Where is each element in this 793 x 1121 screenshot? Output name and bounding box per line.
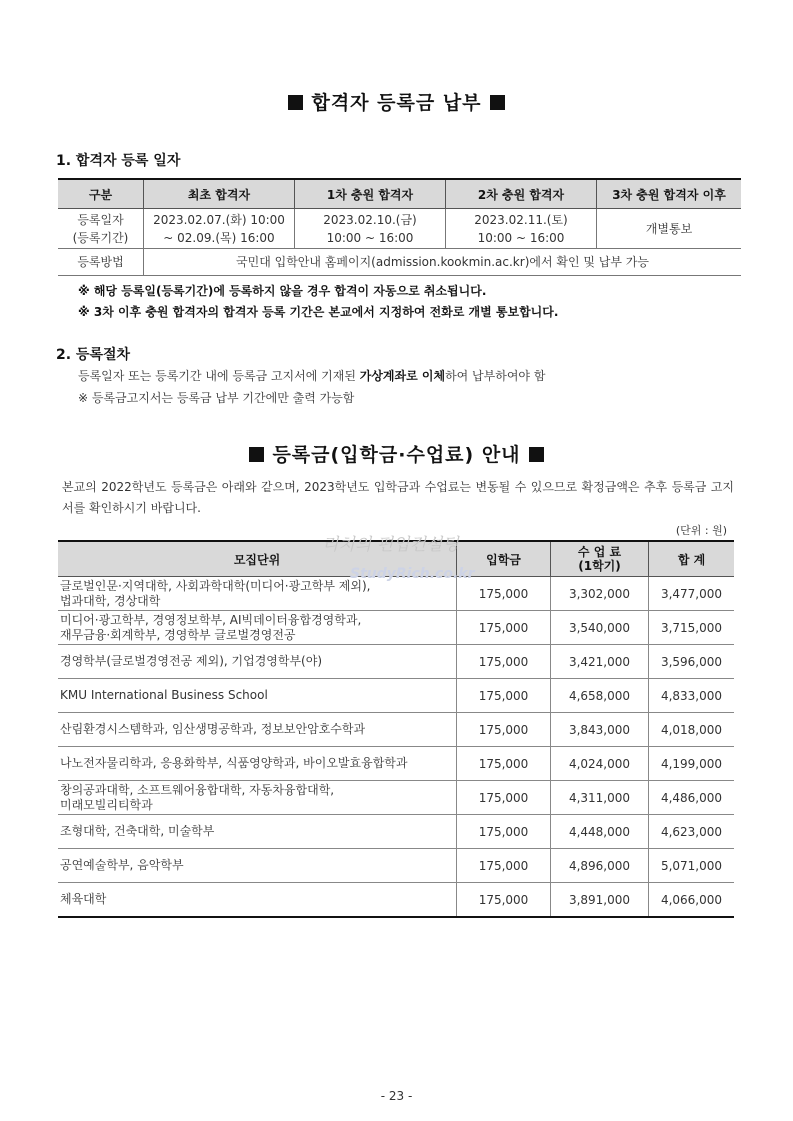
entrance-cell: 175,000 (457, 611, 551, 645)
total-cell: 3,715,000 (649, 611, 735, 645)
unit-name-cell (58, 815, 457, 849)
unit-name-line: 법과대학, 경상대학 (60, 593, 161, 608)
tuition-table (58, 540, 734, 918)
entrance-cell: 175,000 (457, 679, 551, 713)
unit-name-cell (58, 883, 457, 918)
square-bullet-icon (529, 447, 544, 462)
tuition-cell: 4,448,000 (551, 815, 649, 849)
tuition-cell: 3,540,000 (551, 611, 649, 645)
procedure-emphasis: 가상계좌로 이체 (359, 369, 446, 383)
unit-label: (단위 : 원) (675, 524, 727, 537)
watermark-url: StudyRich.co.kr (350, 566, 475, 582)
entrance-cell: 175,000 (457, 815, 551, 849)
cell-third-period: 개별통보 (597, 209, 742, 249)
page-title-tuition (0, 440, 793, 467)
table-row (58, 645, 734, 679)
header-third-additional: 3차 충원 합격자 이후 (597, 179, 742, 209)
unit-name-cell (58, 781, 457, 815)
total-cell: 4,833,000 (649, 679, 735, 713)
tuition-cell: 3,302,000 (551, 577, 649, 611)
date-line: 10:00 ~ 16:00 (326, 230, 414, 245)
procedure-note: ※ 등록금고지서는 등록금 납부 기간에만 출력 가능함 (78, 391, 355, 405)
unit-name-cell (58, 611, 457, 645)
page-title-registration (0, 88, 793, 115)
tuition-cell: 4,311,000 (551, 781, 649, 815)
label-line: 등록일자 (77, 212, 124, 227)
tuition-cell: 4,024,000 (551, 747, 649, 781)
total-cell: 5,071,000 (649, 849, 735, 883)
header-entrance: 입학금 (457, 541, 551, 577)
tuition-cell: 4,896,000 (551, 849, 649, 883)
entrance-cell: 175,000 (457, 849, 551, 883)
unit-name-line: 체육대학 (60, 892, 107, 906)
unit-name-line: 경영학부(글로벌경영전공 제외), 기업경영학부(야) (60, 654, 323, 668)
tuition-cell: 3,421,000 (551, 645, 649, 679)
unit-name-cell (58, 747, 457, 781)
tuition-cell: 3,891,000 (551, 883, 649, 918)
entrance-cell: 175,000 (457, 883, 551, 918)
square-bullet-icon (490, 95, 505, 110)
watermark-text: 리치의 편입컨설팅 (322, 535, 459, 555)
unit-name-cell (58, 645, 457, 679)
header-tuition (551, 541, 649, 577)
procedure-text: 등록일자 또는 등록기간 내에 등록금 고지서에 기재된 (78, 369, 360, 383)
date-line: 2023.02.10.(금) (323, 212, 417, 227)
header-line: (1학기) (578, 559, 621, 573)
unit-name-cell (58, 849, 457, 883)
tuition-cell: 3,843,000 (551, 713, 649, 747)
table-row (58, 781, 734, 815)
table-row (58, 849, 734, 883)
square-bullet-icon (288, 95, 303, 110)
procedure-line (78, 367, 545, 384)
header-unit: 모집단위 (58, 541, 457, 577)
table-row (58, 611, 734, 645)
tuition-intro: 본교의 2022학년도 등록금은 아래와 같으며, 2023학년도 입학금과 수업료는 변동될 수 있으므로 확정금액은 추후 등록금 고지서를 확인하시기 바랍니다. (62, 480, 734, 515)
unit-name-line: 조형대학, 건축대학, 미술학부 (60, 824, 215, 838)
table-row (58, 815, 734, 849)
unit-name-cell (58, 679, 457, 713)
label-registration-method: 등록방법 (58, 249, 144, 276)
date-line: ~ 02.09.(목) 16:00 (163, 230, 275, 245)
unit-name-line: 글로벌인문·지역대학, 사회과학대학(미디어·광고학부 제외), (60, 578, 371, 593)
header-second-additional: 2차 충원 합격자 (446, 179, 597, 209)
total-cell: 3,477,000 (649, 577, 735, 611)
date-line: 2023.02.07.(화) 10:00 (153, 212, 285, 227)
unit-name-line: 나노전자물리학과, 응용화학부, 식품영양학과, 바이오발효융합학과 (60, 756, 408, 770)
note-third-round: ※ 3차 이후 충원 합격자의 합격자 등록 기간은 본교에서 지정하여 전화로 개별 통보합니다. (78, 305, 559, 319)
total-cell: 4,486,000 (649, 781, 735, 815)
label-line: (등록기간) (72, 230, 129, 245)
header-total: 합 계 (649, 541, 735, 577)
date-line: 2023.02.11.(토) (474, 212, 568, 227)
registration-dates-table (58, 178, 741, 276)
title-text: 합격자 등록금 납부 (311, 92, 482, 114)
unit-name-line: 재무금융·회계학부, 경영학부 글로벌경영전공 (60, 627, 296, 642)
total-cell: 4,199,000 (649, 747, 735, 781)
page-number: - 23 - (380, 1089, 413, 1103)
total-cell: 4,623,000 (649, 815, 735, 849)
unit-name-line: 창의공과대학, 소프트웨어융합대학, 자동차융합대학, (60, 782, 335, 797)
unit-name-line: 미디어·광고학부, 경영정보학부, AI빅데이터융합경영학과, (60, 612, 362, 627)
cell-initial-period (144, 209, 295, 249)
entrance-cell: 175,000 (457, 747, 551, 781)
section-heading-procedure: 2. 등록절차 (56, 347, 131, 363)
unit-name-line: 공연예술학부, 음악학부 (60, 858, 184, 872)
unit-name-line: KMU International Business School (60, 688, 268, 702)
procedure-text: 하여 납부하여야 함 (445, 369, 546, 383)
total-cell: 4,066,000 (649, 883, 735, 918)
note-auto-cancel: ※ 해당 등록일(등록기간)에 등록하지 않을 경우 합격이 자동으로 취소됩니다. (78, 284, 487, 298)
date-line: 10:00 ~ 16:00 (477, 230, 565, 245)
entrance-cell: 175,000 (457, 713, 551, 747)
cell-first-period (295, 209, 446, 249)
header-category: 구분 (58, 179, 144, 209)
unit-name-line: 산림환경시스템학과, 임산생명공학과, 정보보안암호수학과 (60, 722, 366, 736)
cell-registration-method: 국민대 입학안내 홈페이지(admission.kookmin.ac.kr)에서 확인 및 납부 가능 (144, 249, 742, 276)
title-text: 등록금(입학금·수업료) 안내 (272, 444, 521, 466)
tuition-cell: 4,658,000 (551, 679, 649, 713)
square-bullet-icon (249, 447, 264, 462)
table-row (58, 713, 734, 747)
entrance-cell: 175,000 (457, 781, 551, 815)
total-cell: 3,596,000 (649, 645, 735, 679)
entrance-cell: 175,000 (457, 577, 551, 611)
cell-second-period (446, 209, 597, 249)
table-row (58, 747, 734, 781)
label-registration-date (58, 209, 144, 249)
header-line: 수 업 료 (577, 545, 622, 559)
unit-name-cell (58, 713, 457, 747)
table-row (58, 883, 734, 918)
header-first-additional: 1차 충원 합격자 (295, 179, 446, 209)
table-row (58, 679, 734, 713)
header-initial: 최초 합격자 (144, 179, 295, 209)
entrance-cell: 175,000 (457, 645, 551, 679)
unit-name-line: 미래모빌리티학과 (60, 797, 153, 812)
section-heading-dates: 1. 합격자 등록 일자 (56, 153, 181, 169)
total-cell: 4,018,000 (649, 713, 735, 747)
